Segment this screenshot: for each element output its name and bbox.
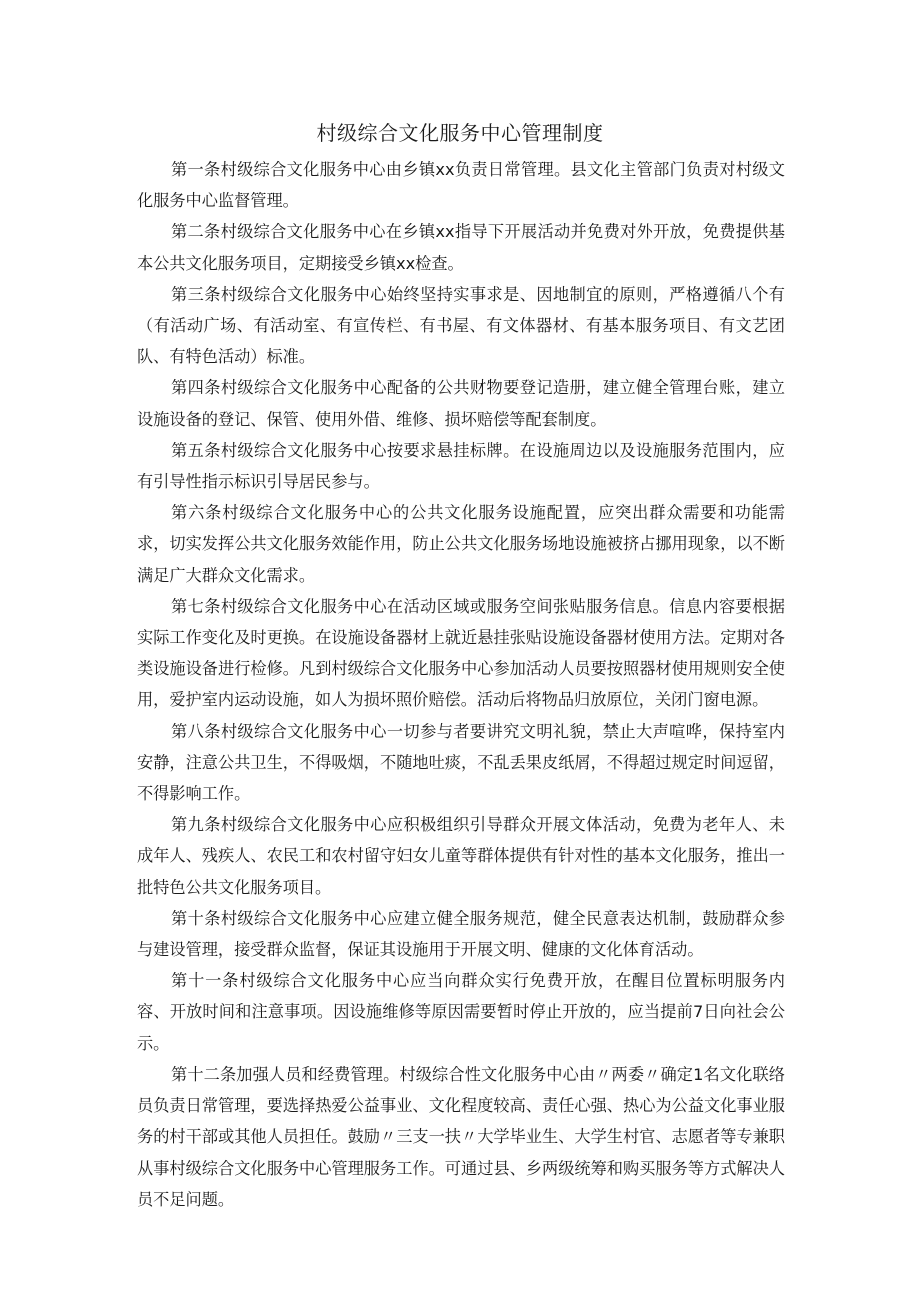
article-2: 第二条村级综合文化服务中心在乡镇xx指导下开展活动并免费对外开放，免费提供基本公共文化服务项目，定期接受乡镇xx检查。 xyxy=(137,222,785,273)
article-9: 第九条村级综合文化服务中心应积极组织引导群众开展文体活动，免费为老年人、未成年人、残疾人、农民工和农村留守妇女儿童等群体提供有针对性的基本文化服务，推出一批特色公共文化服务项目。 xyxy=(137,815,785,897)
article-12: 第十二条加强人员和经费管理。村级综合性文化服务中心由〃两委〃确定1名文化联络员负责日常管理，要选择热爱公益事业、文化程度较高、责任心强、热心为公益文化事业服务的村干部或其他人员担任。鼓励〃三支一扶〃大学毕业生、大学生村官、志愿者等专兼职从事村级综合文化服务中心管理服务工作。可通过县、乡两级统筹和购买服务等方式解决人员不足问题。 xyxy=(137,1064,785,1209)
article-5: 第五条村级综合文化服务中心按要求悬挂标牌。在设施周边以及设施服务范围内，应有引导性指示标识引导居民参与。 xyxy=(137,440,785,492)
article-6: 第六条村级综合文化服务中心的公共文化服务设施配置，应突出群众需要和功能需求，切实发挥公共文化服务效能作用，防止公共文化服务场地设施被挤占挪用现象，以不断满足广大群众文化需求。 xyxy=(137,503,785,585)
article-4: 第四条村级综合文化服务中心配备的公共财物要登记造册，建立健全管理台账，建立设施设备的登记、保管、使用外借、维修、损坏赔偿等配套制度。 xyxy=(137,378,785,429)
document-body xyxy=(137,154,785,1215)
article-11: 第十一条村级综合文化服务中心应当向群众实行免费开放，在醒目位置标明服务内容、开放时间和注意事项。因设施维修等原因需要暂时停止开放的，应当提前7日向社会公示。 xyxy=(137,971,785,1053)
document-title: 村级综合文化服务中心管理制度 xyxy=(316,121,604,145)
article-8: 第八条村级综合文化服务中心一切参与者要讲究文明礼貌，禁止大声喧哗，保持室内安静，注意公共卫生，不得吸烟，不随地吐痰，不乱丢果皮纸屑，不得超过规定时间逗留，不得影响工作。 xyxy=(137,721,785,804)
article-10: 第十条村级综合文化服务中心应建立健全服务规范，健全民意表达机制，鼓励群众参与建设管理，接受群众监督，保证其设施用于开展文明、健康的文化体育活动。 xyxy=(137,908,785,960)
article-7: 第七条村级综合文化服务中心在活动区域或服务空间张贴服务信息。信息内容要根据实际工作变化及时更换。在设施设备器材上就近悬挂张贴设施设备器材使用方法。定期对各类设施设备进行检修。凡到村级综合文化服务中心参加活动人员要按照器材使用规则安全使用，爱护室内运动设施，如人为损坏照价赔偿。活动后将物品归放原位，关闭门窗电源。 xyxy=(137,596,785,710)
article-3: 第三条村级综合文化服务中心始终坚持实事求是、因地制宜的原则，严格遵循八个有（有活动广场、有活动室、有宣传栏、有书屋、有文体器材、有基本服务项目、有文艺团队、有特色活动）标准。 xyxy=(137,284,785,367)
article-1: 第一条村级综合文化服务中心由乡镇xx负责日常管理。县文化主管部门负责对村级文化服务中心监督管理。 xyxy=(137,160,785,211)
